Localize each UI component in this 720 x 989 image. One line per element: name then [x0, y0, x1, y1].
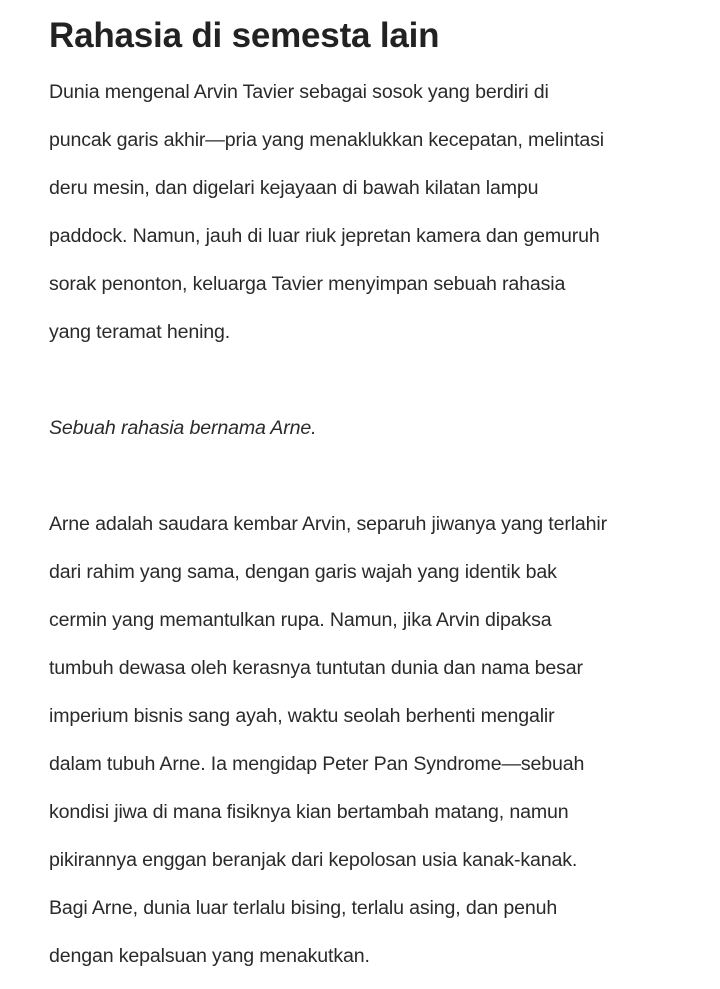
text-line: dari rahim yang sama, dengan garis wajah yang identik bak: [49, 561, 557, 583]
text-line: puncak garis akhir—pria yang menaklukkan kecepatan, melintasi: [49, 129, 605, 151]
text-line: pikirannya enggan beranjak dari kepolosan usia kanak-kanak.: [49, 849, 578, 871]
text-line: Arne adalah saudara kembar Arvin, separuh jiwanya yang terlahir: [49, 513, 608, 535]
article-title: Rahasia di semesta lain: [49, 16, 440, 55]
text-line: kondisi jiwa di mana fisiknya kian bertambah matang, namun: [49, 801, 569, 823]
text-line: paddock. Namun, jauh di luar riuk jepretan kamera dan gemuruh: [49, 225, 600, 247]
article: [49, 14, 689, 980]
paragraph-body: [49, 500, 689, 980]
text-line: sorak penonton, keluarga Tavier menyimpan sebuah rahasia: [49, 273, 566, 295]
paragraph-italic: [49, 404, 689, 452]
text-line: dalam tubuh Arne. Ia mengidap Peter Pan Syndrome—sebuah: [49, 753, 585, 775]
paragraph-intro: [49, 68, 689, 356]
text-line: yang teramat hening.: [49, 321, 231, 343]
text-line: imperium bisnis sang ayah, waktu seolah berhenti mengalir: [49, 705, 555, 727]
text-line: tumbuh dewasa oleh kerasnya tuntutan dunia dan nama besar: [49, 657, 583, 679]
text-line: deru mesin, dan digelari kejayaan di bawah kilatan lampu: [49, 177, 539, 199]
text-line: dengan kepalsuan yang menakutkan.: [49, 945, 370, 967]
text-line: Bagi Arne, dunia luar terlalu bising, terlalu asing, dan penuh: [49, 897, 558, 919]
text-line: Dunia mengenal Arvin Tavier sebagai sosok yang berdiri di: [49, 81, 549, 103]
text-line: cermin yang memantulkan rupa. Namun, jika Arvin dipaksa: [49, 609, 552, 631]
text-line: Sebuah rahasia bernama Arne.: [49, 417, 317, 439]
